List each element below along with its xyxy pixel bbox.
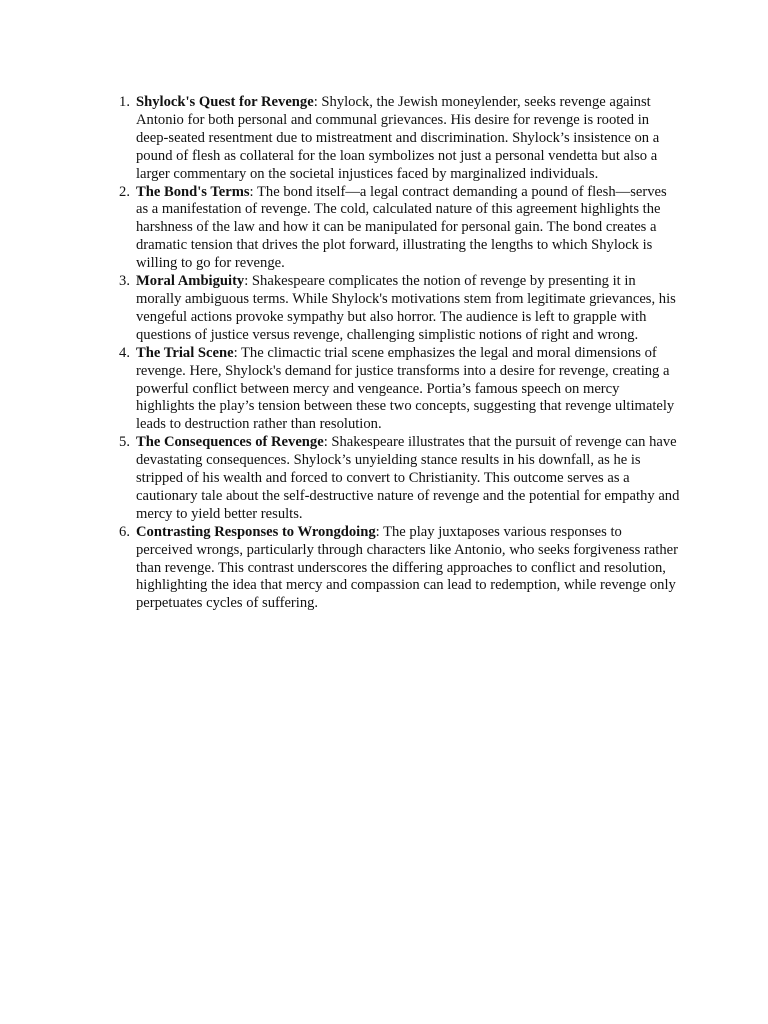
list-item-body: : The play juxtaposes various responses to perceived wrongs, particularly through characters like Antonio, who seeks forgiveness rather than revenge. This contrast underscores the differing approaches to conflict and resolution, highlighting the idea that mercy and compassion can lead to redemption, while revenge only perpetuates cycles of suffering.: [136, 523, 678, 612]
list-item-heading: Moral Ambiguity: [136, 273, 245, 290]
list-item: [108, 524, 680, 614]
list-item-body: : Shakespeare illustrates that the pursuit of revenge can have devastating consequences. Shylock’s unyielding stance results in his downfall, as he is stripped of his wealth and forced to convert to Christianity. This outcome serves as a cautionary tale about the self-destructive nature of revenge and the potential for empathy and mercy to yield better results.: [136, 434, 680, 522]
list-item-heading: Contrasting Responses to Wrongdoing: [136, 523, 376, 540]
list-item-heading: The Trial Scene: [136, 344, 234, 361]
list-item: [108, 184, 680, 274]
list-item-body: : The bond itself—a legal contract demanding a pound of flesh—serves as a manifestation of revenge. The cold, calculated nature of this agreement highlights the harshness of the law and how it can be manipulated for personal gain. The bond creates a dramatic tension that drives the plot forward, illustrating the lengths to which Shylock is willing to go for revenge.: [136, 183, 667, 272]
list-item-heading: Shylock's Quest for Revenge: [136, 94, 314, 110]
list-item-number: 5.: [119, 434, 130, 451]
list-item-heading: The Bond's Terms: [136, 183, 250, 200]
list-item-number: 1.: [119, 94, 130, 110]
list-item-number: 2.: [119, 183, 130, 200]
numbered-list: [108, 94, 680, 613]
list-item-number: 6.: [119, 523, 130, 540]
list-item: [108, 434, 680, 524]
list-item-number: 4.: [119, 344, 130, 361]
list-item-body: : The climactic trial scene emphasizes the legal and moral dimensions of revenge. Here, Shylock's demand for justice transforms into a desire for revenge, creating a powerful conflict between mercy and vengeance. Portia’s famous speech on mercy highlights the play’s tension between these two concepts, suggesting that revenge ultimately leads to destruction rather than resolution.: [136, 344, 675, 433]
list-item: [108, 94, 680, 184]
list-item: [108, 273, 680, 345]
list-item: [108, 345, 680, 435]
list-item-number: 3.: [119, 273, 130, 290]
list-item-heading: The Consequences of Revenge: [136, 434, 324, 451]
list-item-body: : Shakespeare complicates the notion of revenge by presenting it in morally ambiguous terms. While Shylock's motivations stem from legitimate grievances, his vengeful actions provoke sympathy but also horror. The audience is left to grapple with questions of justice versus revenge, challenging simplistic notions of right and wrong.: [136, 273, 676, 343]
list-item-body: : Shylock, the Jewish moneylender, seeks revenge against Antonio for both personal and communal grievances. His desire for revenge is rooted in deep-seated resentment due to mistreatment and discrimination. Shylock’s insistence on a pound of flesh as collateral for the loan symbolizes not just a personal vendetta but also a larger commentary on the societal injustices faced by marginalized individuals.: [136, 94, 660, 182]
